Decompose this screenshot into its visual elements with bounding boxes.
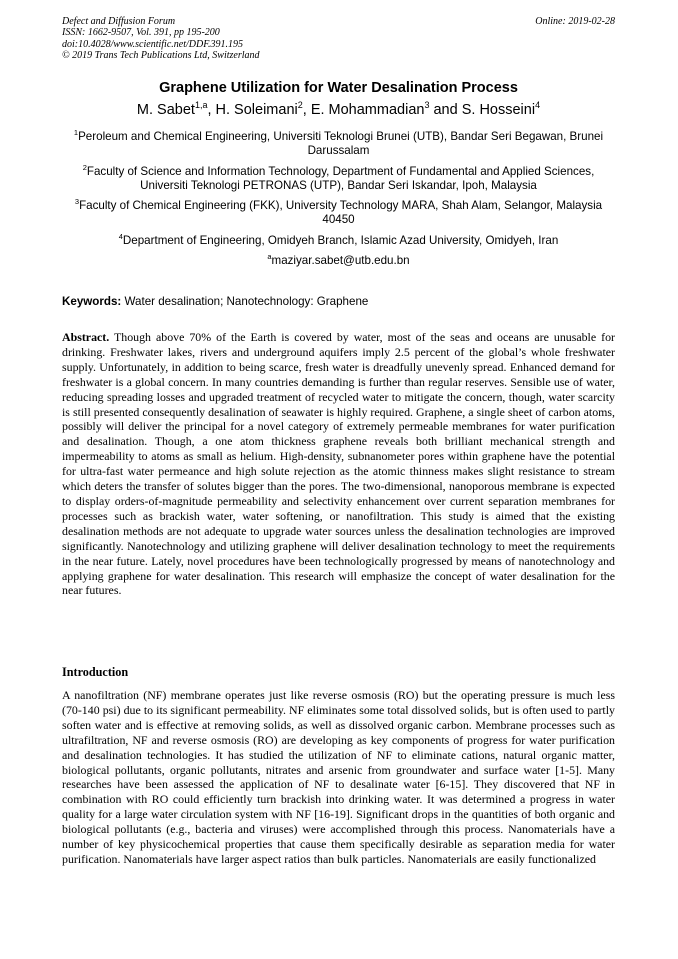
author-separator: ,	[207, 102, 216, 118]
author	[311, 102, 462, 118]
affiliation	[62, 162, 615, 194]
journal-doi[interactable]: doi:10.4028/www.scientific.net/DDF.391.195	[62, 38, 244, 50]
author-affil-mark: 1,a	[194, 100, 208, 110]
paper-title: Graphene Utilization for Water Desalination Process	[159, 80, 518, 96]
keywords	[62, 295, 615, 308]
journal-copyright: © 2019 Trans Tech Publications Ltd, Switzerland	[62, 50, 260, 62]
affiliation-text: Department of Engineering, Omidyeh Branch, Islamic Azad University, Omidyeh, Iran	[122, 233, 559, 247]
abstract-text: Though above 70% of the Earth is covered by water, most of the seas and oceans are unusable for drinking. Freshwater lakes, rivers and underground aquifers imply 2.5 percent of the global’s whole freshwater supply. Unfortunately, in addition to being scarce, fresh water is dreadfully unevenly spread. Enhanced demand for freshwater is a global concern. In many countries demanding is further than regular reserves. Sensible use of water, reducing spreading losses and upgraded treatment of recycled water to mitigate the concern, though, water scarcity is still presented consequently desalination of seawater is highly required. Graphene, a single sheet of carbon atoms, possibly will deliver the principal for a novel category of extremely permeable membranes for water purification and desalination. Though, a one atom thickness graphene reveals both brilliant mechanical strength and impermeability to atoms as small as helium. High-density, subnanometer pores within graphene have the potential for ultra-fast water permeance and high solute rejection as the atomic thinness makes slight resistance to stream which deters the transfer of solutes bigger than the pores. The two-dimensional, nanoporous membrane is expected to display orders-of-magnitude permeability and selectivity enhancement over current separation membranes for processes such as brackish water, water softening, or nanofiltration. This study is aimed that the existing desalination methods are not adequate to upgrade water sources unless the desalination technologies are improved significantly. Nanotechnology and utilizing graphene will deliver desalination technology to meet the requirements in the near future. Lately, novel procedures have been technologically progressed by means of nanotechnology and applying graphene for water desalination. This research will emphasize the concept of water desalination for the near futures.	[62, 330, 615, 598]
affiliation	[62, 130, 615, 159]
abstract	[62, 330, 615, 598]
email-mark: a	[267, 252, 272, 262]
author	[137, 102, 216, 118]
author-name: H. Soleimani	[215, 102, 298, 118]
affiliation-mark: 4	[118, 231, 123, 241]
author-separator: ,	[302, 102, 311, 118]
keywords-label: Keywords:	[62, 295, 122, 308]
author-list	[62, 102, 615, 118]
author	[462, 102, 540, 118]
author-affil-mark: 3	[424, 100, 430, 110]
introduction-text: A nanofiltration (NF) membrane operates just like reverse osmosis (RO) but the operating pressure is much less (70-140 psi) due to its significant permeability. NF eliminates some total dissolved solids, but is often used to partly soften water and is effective at removing solids, as well as dissolved organic carbon. Membrane processes such as ultrafiltration, NF and reverse osmosis (RO) are developing as key components of progress for water purification and desalination technologies. It has studied the utilization of NF to eliminate cations, natural organic matter, biological pollutants, organic pollutants, nitrates and arsenic from groundwater and surface water [1-5]. Many researches have been assessed the application of NF to desalinate water [6-15]. They discovered that NF in combination with RO could efficiently turn brackish into drinking water. It was determined a progress in water quality for a large water circulation system with NF [16-19]. Significant drops in the quantities of both organic and biological pollutants (e.g., bacteria and viruses) were accomplished through this process. Nanomaterials have a number of key physicochemical properties that cause them specifically desirable as separation media for water purification. Nanomaterials have larger aspect ratios than bulk particles. Nanomaterials are easily functionalized	[62, 688, 615, 866]
affiliation	[62, 231, 615, 248]
affiliation-mark: 1	[73, 128, 79, 137]
affiliations	[62, 130, 615, 268]
online-date: Online: 2019-02-28	[535, 16, 615, 27]
affiliation-mark: 3	[74, 197, 80, 207]
journal-header	[62, 16, 615, 62]
introduction-heading: Introduction	[62, 665, 129, 679]
author-affil-mark: 2	[297, 100, 303, 110]
affiliation-text: Peroleum and Chemical Engineering, Universiti Teknologi Brunei (UTB), Bandar Seri Begawan, Brunei Darussalam	[78, 130, 604, 158]
affiliation	[62, 199, 615, 228]
abstract-label: Abstract.	[62, 330, 110, 344]
author-separator: and	[429, 102, 462, 118]
email-address[interactable]: maziyar.sabet@utb.edu.bn	[271, 254, 410, 268]
author-name: E. Mohammadian	[310, 102, 425, 118]
author-affil-mark: 4	[535, 100, 541, 110]
corresponding-email	[62, 254, 615, 268]
affiliation-text: Faculty of Chemical Engineering (FKK), University Technology MARA, Shah Alam, Selangor, Malaysia 40450	[79, 199, 603, 227]
keywords-text: Water desalination; Nanotechnology: Graphene	[124, 295, 369, 308]
author	[216, 102, 311, 118]
journal-name: Defect and Diffusion Forum	[62, 16, 176, 27]
author-name: S. Hosseini	[461, 102, 536, 118]
affiliation-mark: 2	[82, 162, 87, 172]
journal-issn: ISSN: 1662-9507, Vol. 391, pp 195-200	[62, 27, 220, 39]
author-name: M. Sabet	[136, 102, 195, 118]
affiliation-text: Faculty of Science and Information Technology, Department of Fundamental and Applied Sciences, Universiti Teknologi PETRONAS (UTP), Bandar Seri Iskandar, Ipoh, Malaysia	[86, 164, 595, 192]
